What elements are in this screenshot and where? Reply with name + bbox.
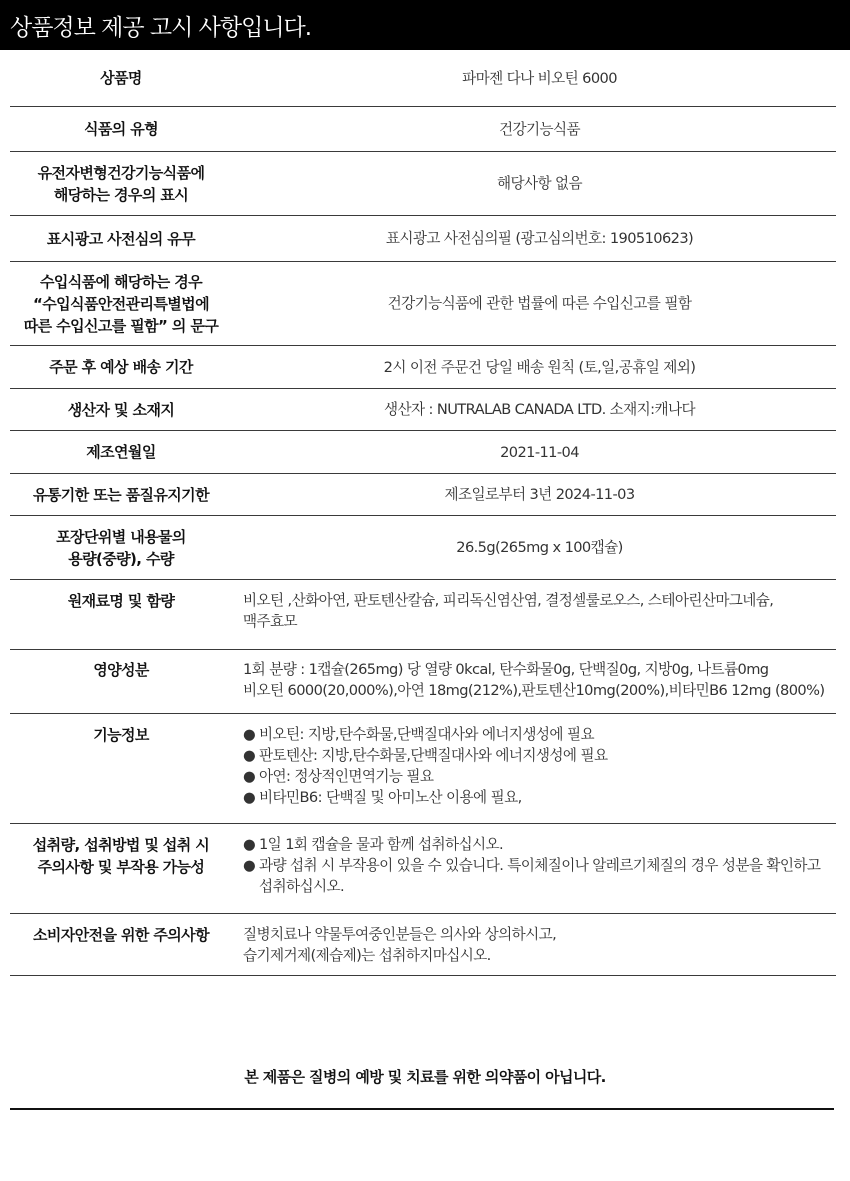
bullet-text: 아연: 정상적인면역기능 필요 (259, 768, 434, 785)
row-label (10, 474, 232, 515)
row-value (232, 914, 836, 975)
row-value-line: 건강기능식품에 관한 법률에 따른 수입신고를 필함 (387, 295, 692, 312)
row-value-line: 2021-11-04 (500, 443, 579, 461)
row-expiry-date (10, 474, 836, 516)
bullet-text: 판토텐산: 지방,탄수화물,단백질대사와 에너지생성에 필요 (259, 747, 608, 764)
row-label-line: 포장단위별 내용물의 (56, 527, 186, 546)
row-label-line: 식품의 유형 (83, 120, 159, 138)
row-label-line: 소비자안전을 위한 주의사항 (33, 926, 209, 944)
row-label (10, 914, 232, 975)
row-value-line: 제조일로부터 3년 2024-11-03 (444, 486, 635, 503)
row-label (10, 824, 232, 913)
row-label (10, 50, 232, 106)
row-value (232, 50, 836, 106)
row-label (10, 152, 232, 215)
row-value (232, 516, 836, 579)
disclaimer-notice: 본 제품은 질병의 예방 및 치료를 위한 의약품이 아닙니다. (244, 1068, 606, 1086)
row-value (232, 152, 836, 215)
row-label-line: 제조연월일 (86, 443, 156, 461)
row-value (232, 107, 836, 151)
row-value (232, 580, 836, 649)
row-label (10, 650, 232, 713)
bullet-dot-icon: ● (243, 747, 256, 764)
bullet-item (243, 834, 503, 855)
row-label-line: 해당하는 경우의 표시 (53, 185, 189, 204)
page-title: 상품정보 제공 고시 사항입니다. (10, 14, 312, 41)
product-info-table (10, 50, 836, 976)
row-label (10, 216, 232, 261)
bullet-dot-icon: ● (243, 726, 256, 743)
bullet-dot-icon: ● (243, 768, 256, 785)
row-value-line: 해당사항 없음 (496, 175, 583, 192)
row-intake-method (10, 824, 836, 914)
bullet-dot-icon: ● (243, 857, 256, 874)
row-nutrition (10, 650, 836, 714)
row-value (232, 650, 836, 713)
row-label (10, 262, 232, 345)
row-label (10, 431, 232, 473)
bullet-text: 과량 섭취 시 부작용이 있을 수 있습니다. 특이체질이나 알레르기체질의 경우 성분을 확인하고 섭취하십시오. (259, 857, 821, 895)
row-label-line: 영양성분 (93, 661, 149, 679)
row-label-line: 생산자 및 소재지 (67, 400, 175, 419)
row-value-line: 건강기능식품 (499, 120, 580, 138)
row-function-info (10, 714, 836, 824)
row-value-line: 생산자 : NUTRALAB CANADA LTD. 소재지:캐나다 (384, 401, 695, 418)
row-label-line: 기능정보 (93, 726, 149, 744)
bullet-item (243, 724, 594, 745)
row-value-line: 질병치료나 약물투여중인분들은 의사와 상의하시고, (243, 926, 557, 943)
row-label-line: 유통기한 또는 품질유지기한 (33, 485, 209, 504)
page-header (0, 0, 850, 50)
footer-divider (10, 1108, 834, 1110)
row-value (232, 824, 836, 913)
row-label-line: 원재료명 및 함량 (67, 592, 175, 610)
row-value-line: 2시 이전 주문건 당일 배송 원칙 (토,일,공휴일 제외) (383, 358, 696, 376)
row-label-line: 표시광고 사전심의 유무 (46, 229, 196, 248)
row-label-line: 상품명 (100, 69, 142, 87)
row-value (232, 216, 836, 261)
bullet-text: 1일 1회 캡슐을 물과 함께 섭취하십시오. (259, 836, 504, 853)
bullet-dot-icon: ● (243, 789, 256, 806)
row-label-line: 따른 수입신고를 필함” 의 문구 (23, 316, 219, 335)
row-label-line: 수입식품에 해당하는 경우 (39, 272, 203, 291)
row-ad-review (10, 216, 836, 262)
row-label-line: “수입식품안전관리특별법에 (33, 294, 209, 313)
row-value (232, 262, 836, 345)
row-delivery-period (10, 346, 836, 389)
row-label (10, 714, 232, 823)
row-label-line: 주문 후 예상 배송 기간 (49, 358, 193, 376)
row-package-quantity (10, 516, 836, 580)
row-ingredients (10, 580, 836, 650)
row-manufacture-date (10, 431, 836, 474)
row-gmo-notice (10, 152, 836, 216)
row-producer (10, 389, 836, 431)
bullet-item (243, 855, 836, 897)
row-product-name (10, 50, 836, 107)
row-label (10, 346, 232, 388)
row-value-line: 비오틴 6000(20,000%),아연 18mg(212%),판토텐산10mg(200%),비타민B6 12mg (800%) (243, 682, 825, 699)
bullet-item (243, 787, 522, 808)
row-value-line: 습기제거제(제습제)는 섭취하지마십시오. (243, 947, 491, 964)
row-value (232, 474, 836, 515)
bullet-text: 비타민B6: 단백질 및 아미노산 이용에 필요, (259, 789, 522, 806)
row-label (10, 389, 232, 430)
row-value-line: 표시광고 사전심의필 (광고심의번호: 190510623) (385, 230, 694, 247)
row-value (232, 431, 836, 473)
row-label-line: 섭취량, 섭취방법 및 섭취 시 (32, 836, 210, 854)
bullet-text: 비오틴: 지방,탄수화물,단백질대사와 에너지생성에 필요 (259, 726, 594, 743)
row-safety-caution (10, 914, 836, 976)
row-import-notice (10, 262, 836, 346)
row-value-line: 맥주효모 (243, 613, 297, 630)
row-value-line: 26.5g(265mg x 100캡슐) (456, 539, 623, 556)
row-value (232, 389, 836, 430)
row-value-line: 비오틴 ,산화아연, 판토텐산칼슘, 피리독신염산염, 결정셀룰로오스, 스테아린산마그네슘, (243, 592, 774, 609)
row-label-line: 용량(중량), 수량 (68, 549, 174, 568)
row-value (232, 714, 836, 823)
row-label-line: 유전자변형건강기능식품에 (37, 163, 205, 182)
row-label (10, 516, 232, 579)
row-label (10, 107, 232, 151)
row-food-type (10, 107, 836, 152)
row-value-line: 파마젠 다나 비오틴 6000 (462, 69, 617, 87)
row-label-line: 주의사항 및 부작용 가능성 (37, 858, 205, 876)
bullet-item (243, 745, 607, 766)
bullet-item (243, 766, 433, 787)
bullet-dot-icon: ● (243, 836, 256, 853)
row-value-line: 1회 분량 : 1캡슐(265mg) 당 열량 0kcal, 탄수화물0g, 단백질0g, 지방0g, 나트륨0mg (243, 661, 769, 678)
row-value (232, 346, 836, 388)
row-label (10, 580, 232, 649)
